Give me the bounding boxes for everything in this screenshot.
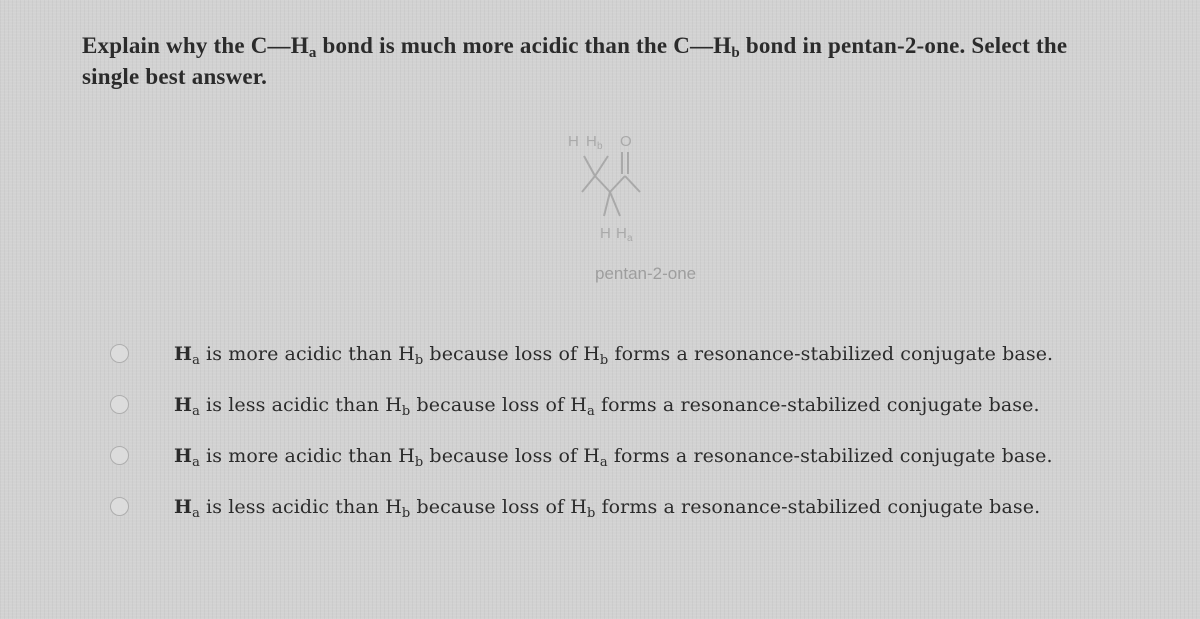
choice-4-object-sub: b <box>401 505 411 521</box>
answer-choice-3[interactable] <box>110 430 1170 481</box>
bond-c3-c4 <box>610 176 625 192</box>
answer-choice-2[interactable] <box>110 379 1170 430</box>
choice-2-comparison: is less acidic than H <box>199 393 402 416</box>
question-text <box>82 30 1162 92</box>
bond-c3-h <box>604 192 610 216</box>
atom-h-top-2: H <box>586 133 597 150</box>
atom-h-top-2-sub: b <box>597 141 603 152</box>
atom-h-bottom-2: H <box>616 225 627 242</box>
answer-choice-3-text[interactable] <box>174 444 1053 470</box>
radio-button-4[interactable] <box>110 497 129 516</box>
structure-bonds <box>582 152 640 216</box>
answer-choice-1-text[interactable] <box>174 342 1054 368</box>
choice-3-end: forms a resonance-stabilized conjugate base. <box>607 444 1053 467</box>
choice-1-subject-sub: a <box>192 352 200 368</box>
atom-h-bottom-2-sub: a <box>627 233 633 244</box>
bond-c2-c3 <box>595 176 610 192</box>
choice-4-end: forms a resonance-stabilized conjugate base. <box>595 495 1041 518</box>
bond-c2-h <box>584 156 595 176</box>
choice-2-end: forms a resonance-stabilized conjugate base. <box>594 393 1040 416</box>
bond-c1-c2 <box>582 176 595 192</box>
answer-choice-4[interactable] <box>110 481 1170 532</box>
choice-2-subject-sub: a <box>192 403 200 419</box>
choice-1-comparison: is more acidic than H <box>199 342 415 365</box>
choice-3-subject: H <box>174 444 193 467</box>
bond-c4-c5 <box>625 176 640 192</box>
choice-4-subject: H <box>174 495 193 518</box>
question-sub-b: b <box>731 45 740 61</box>
question-line1-post: bond in pentan-2-one. Select the <box>739 33 1068 58</box>
radio-button-1[interactable] <box>110 344 129 363</box>
question-sub-a: a <box>308 45 317 61</box>
choice-1-subject: H <box>174 342 193 365</box>
structure-atom-labels <box>568 133 633 244</box>
atom-h-top-1: H <box>568 133 579 150</box>
choice-1-end: forms a resonance-stabilized conjugate base. <box>608 342 1054 365</box>
choice-3-loss-sub: a <box>599 454 608 470</box>
choice-3-comparison: is more acidic than H <box>199 444 415 467</box>
choice-3-subject-sub: a <box>192 454 200 470</box>
choice-2-object-sub: b <box>401 403 411 419</box>
answer-choice-2-text[interactable] <box>174 393 1040 419</box>
choice-4-loss: because loss of H <box>410 495 587 518</box>
choice-2-subject: H <box>174 393 193 416</box>
bond-c3-ha <box>610 192 620 216</box>
choice-3-object-sub: b <box>414 454 424 470</box>
choice-2-loss: because loss of H <box>410 393 587 416</box>
choice-1-loss-sub: b <box>599 352 609 368</box>
answer-choice-4-text[interactable] <box>174 495 1041 521</box>
question-line2: single best answer. <box>82 64 268 89</box>
answer-choices <box>110 328 1170 532</box>
choice-4-subject-sub: a <box>192 505 200 521</box>
answer-choice-1[interactable] <box>110 328 1170 379</box>
question-line1-pre: Explain why the C—H <box>82 33 309 58</box>
structure-caption: pentan-2-one <box>595 264 697 283</box>
choice-4-comparison: is less acidic than H <box>199 495 402 518</box>
atom-oxygen: O <box>620 133 632 150</box>
radio-button-3[interactable] <box>110 446 129 465</box>
choice-4-loss-sub: b <box>586 505 596 521</box>
bond-c2-hb <box>595 156 608 176</box>
radio-button-2[interactable] <box>110 395 129 414</box>
choice-2-loss-sub: a <box>586 403 595 419</box>
atom-h-bottom-1: H <box>600 225 611 242</box>
choice-3-loss: because loss of H <box>423 444 600 467</box>
choice-1-loss: because loss of H <box>423 342 600 365</box>
question-line1-mid: bond is much more acidic than the C—H <box>316 33 732 58</box>
choice-1-object-sub: b <box>414 352 424 368</box>
